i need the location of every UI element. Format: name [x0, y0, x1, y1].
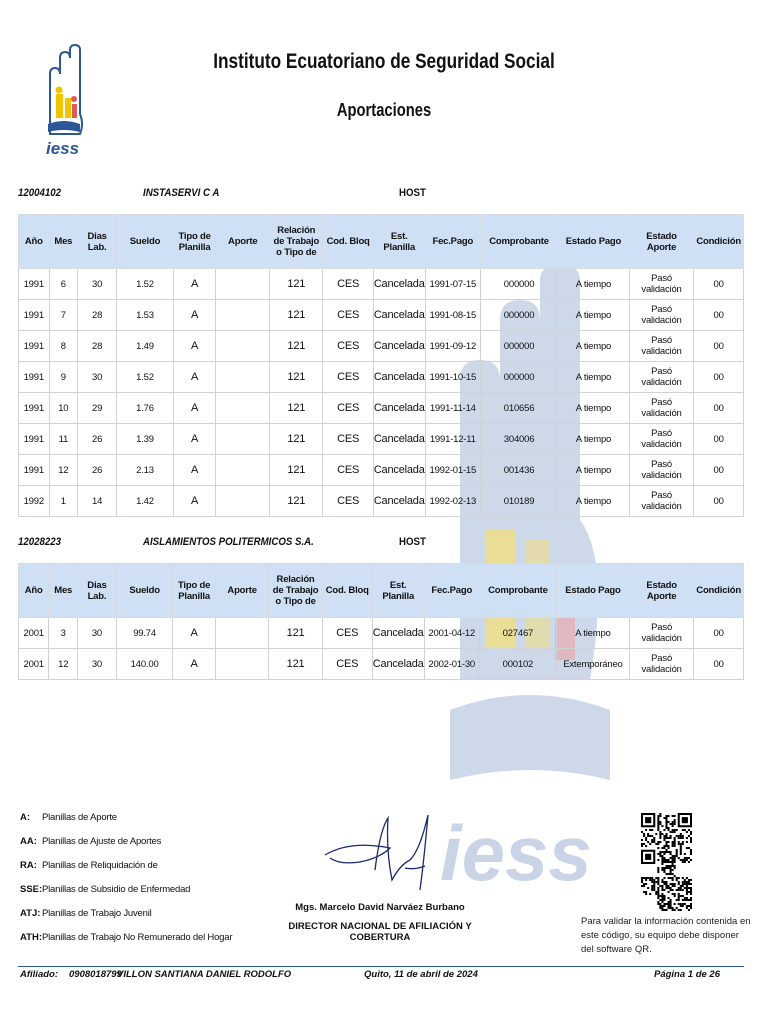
col-year-cell: 1991: [19, 269, 50, 300]
col-salary-cell: 1.42: [117, 486, 174, 517]
employer-id: 12028223: [18, 536, 62, 548]
col-salary-cell: 1.52: [117, 269, 174, 300]
col-payroll-status-cell: Cancelada: [373, 300, 425, 331]
col-payment-status-cell: A tiempo: [558, 486, 630, 517]
col-payroll-status-cell: Cancelada: [372, 649, 424, 680]
col-payroll-type-cell: A: [173, 269, 216, 300]
col-pay-date-cell: 2001-04-12: [424, 618, 479, 649]
col-days-cell: 30: [77, 649, 116, 680]
col-condition-cell: 00: [694, 269, 744, 300]
col-contribution-status-cell: Pasó validación: [629, 618, 693, 649]
col-receipt-header: Comprobante: [479, 564, 556, 618]
table-row: [19, 618, 744, 649]
col-payment-status-cell: A tiempo: [558, 300, 630, 331]
col-month-header: Mes: [49, 564, 78, 618]
col-cod-bloq-cell: CES: [323, 331, 373, 362]
col-condition-cell: 00: [694, 300, 744, 331]
col-receipt-header: Comprobante: [480, 215, 557, 269]
col-year-cell: 1991: [19, 362, 50, 393]
svg-text:iess: iess: [46, 139, 80, 158]
col-relation-cell: 121: [270, 331, 323, 362]
col-condition-header: Condición: [694, 215, 744, 269]
col-pay-date-cell: 1991-08-15: [425, 300, 480, 331]
col-pay-date-header: Fec.Pago: [425, 215, 480, 269]
page-title: Instituto Ecuatoriano de Seguridad Social: [213, 50, 555, 73]
col-receipt-cell: 027467: [479, 618, 556, 649]
col-payroll-type-cell: A: [173, 393, 216, 424]
table-row: [19, 362, 744, 393]
footer-divider: [18, 966, 744, 967]
col-pay-date-header: Fec.Pago: [424, 564, 479, 618]
col-month-cell: 6: [49, 269, 78, 300]
col-condition-cell: 00: [694, 618, 744, 649]
qr-code: [641, 813, 692, 912]
col-payment-status-header: Estado Pago: [556, 564, 629, 618]
col-payment-status-cell: A tiempo: [558, 455, 630, 486]
col-salary-cell: 1.52: [117, 362, 174, 393]
col-payment-status-cell: A tiempo: [558, 331, 630, 362]
table-row: [19, 331, 744, 362]
col-condition-cell: 00: [694, 649, 744, 680]
col-cod-bloq-cell: CES: [323, 269, 373, 300]
col-contribution-cell: [216, 331, 270, 362]
col-payment-status-cell: Extemporáneo: [556, 649, 629, 680]
table-row: [19, 649, 744, 680]
table-row: [19, 424, 744, 455]
col-month-cell: 7: [49, 300, 78, 331]
col-condition-cell: 00: [694, 393, 744, 424]
col-contribution-cell: [216, 269, 270, 300]
col-contribution-cell: [216, 362, 270, 393]
col-relation-cell: 121: [269, 649, 322, 680]
signature-image: [320, 810, 450, 905]
col-month-cell: 12: [49, 455, 78, 486]
employer-name: INSTASERVI C A: [143, 187, 220, 199]
col-payment-status-cell: A tiempo: [558, 424, 630, 455]
col-cod-bloq-cell: CES: [323, 486, 373, 517]
col-year-cell: 2001: [19, 618, 49, 649]
col-relation-cell: 121: [270, 269, 323, 300]
col-receipt-cell: 000000: [480, 362, 557, 393]
col-payroll-status-cell: Cancelada: [373, 362, 425, 393]
col-month-cell: 10: [49, 393, 78, 424]
col-contribution-status-header: Estado Aporte: [629, 215, 693, 269]
col-payment-status-cell: A tiempo: [558, 362, 630, 393]
col-pay-date-cell: 1992-02-13: [425, 486, 480, 517]
col-days-cell: 30: [78, 269, 117, 300]
col-year-header: Año: [19, 215, 50, 269]
col-days-cell: 30: [77, 618, 116, 649]
svg-text:iess: iess: [440, 809, 592, 897]
signatory-title: DIRECTOR NACIONAL DE AFILIACIÓN Y COBERTURA: [288, 921, 472, 943]
col-condition-cell: 00: [694, 331, 744, 362]
col-payroll-status-cell: Cancelada: [373, 269, 425, 300]
col-pay-date-cell: 1991-10-15: [425, 362, 480, 393]
signatory-name: Mgs. Marcelo David Narváez Burbano: [295, 902, 465, 913]
col-month-cell: 3: [49, 618, 78, 649]
col-year-cell: 1991: [19, 424, 50, 455]
col-relation-header: Relación de Trabajo o Tipo de: [269, 564, 322, 618]
col-relation-cell: 121: [269, 618, 322, 649]
col-relation-cell: 121: [270, 362, 323, 393]
col-relation-cell: 121: [270, 486, 323, 517]
col-relation-header: Relación de Trabajo o Tipo de: [270, 215, 323, 269]
col-pay-date-cell: 1991-09-12: [425, 331, 480, 362]
legend-item: ATH: Planillas de Trabajo No Remunerado del Hogar: [20, 932, 233, 943]
col-relation-cell: 121: [270, 393, 323, 424]
col-salary-cell: 1.39: [117, 424, 174, 455]
issue-place-date: Quito, 11 de abril de 2024: [364, 969, 478, 980]
col-contribution-header: Aporte: [215, 564, 269, 618]
legend-item: SSE: Planillas de Subsidio de Enfermedad: [20, 884, 191, 895]
col-pay-date-cell: 1992-01-15: [425, 455, 480, 486]
col-year-cell: 2001: [19, 649, 49, 680]
col-cod-bloq-cell: CES: [323, 455, 373, 486]
col-receipt-cell: 001436: [480, 455, 557, 486]
col-contribution-status-cell: Pasó validación: [629, 331, 693, 362]
table-row: [19, 393, 744, 424]
col-receipt-cell: 010656: [480, 393, 557, 424]
col-days-cell: 29: [78, 393, 117, 424]
col-cod-bloq-header: Cod. Bloq: [322, 564, 372, 618]
legend: [20, 812, 232, 956]
col-year-cell: 1992: [19, 486, 50, 517]
col-contribution-cell: [216, 393, 270, 424]
col-year-cell: 1991: [19, 331, 50, 362]
col-condition-cell: 00: [694, 362, 744, 393]
col-days-cell: 14: [78, 486, 117, 517]
col-year-header: Año: [19, 564, 49, 618]
contributions-table: [18, 563, 744, 680]
col-month-cell: 8: [49, 331, 78, 362]
col-condition-cell: 00: [694, 486, 744, 517]
col-salary-cell: 1.53: [117, 300, 174, 331]
page-number: Página 1 de 26: [654, 969, 721, 980]
col-cod-bloq-cell: CES: [323, 424, 373, 455]
col-payroll-type-cell: A: [173, 331, 216, 362]
col-payroll-status-cell: Cancelada: [372, 618, 424, 649]
col-days-cell: 26: [78, 455, 117, 486]
col-contribution-status-cell: Pasó validación: [629, 393, 693, 424]
legend-item: RA: Planillas de Reliquidación de: [20, 860, 158, 871]
col-payment-status-cell: A tiempo: [556, 618, 629, 649]
col-payroll-status-header: Est. Planilla: [372, 564, 424, 618]
table-row: [19, 486, 744, 517]
col-month-cell: 1: [49, 486, 78, 517]
col-contribution-status-cell: Pasó validación: [629, 362, 693, 393]
col-receipt-cell: 304006: [480, 424, 557, 455]
col-payroll-type-cell: A: [173, 424, 216, 455]
col-contribution-cell: [216, 424, 270, 455]
table-row: [19, 300, 744, 331]
col-payroll-type-cell: A: [173, 649, 216, 680]
col-salary-cell: 2.13: [117, 455, 174, 486]
col-contribution-status-cell: Pasó validación: [629, 486, 693, 517]
col-payment-status-header: Estado Pago: [558, 215, 630, 269]
col-relation-cell: 121: [270, 300, 323, 331]
col-condition-cell: 00: [694, 455, 744, 486]
col-payroll-status-cell: Cancelada: [373, 455, 425, 486]
col-pay-date-cell: 1991-11-14: [425, 393, 480, 424]
col-payroll-status-cell: Cancelada: [373, 331, 425, 362]
col-contribution-header: Aporte: [216, 215, 270, 269]
page-subtitle: Aportaciones: [336, 100, 432, 120]
col-contribution-cell: [215, 618, 269, 649]
col-cod-bloq-cell: CES: [322, 649, 372, 680]
col-cod-bloq-header: Cod. Bloq: [323, 215, 373, 269]
col-salary-cell: 1.76: [117, 393, 174, 424]
col-salary-header: Sueldo: [116, 564, 172, 618]
col-condition-header: Condición: [694, 564, 744, 618]
col-days-header: Dias Lab.: [77, 564, 116, 618]
legend-item: AA: Planillas de Ajuste de Aportes: [20, 836, 162, 847]
col-year-cell: 1991: [19, 300, 50, 331]
col-salary-cell: 1.49: [117, 331, 174, 362]
table-header-row: [19, 564, 744, 618]
col-payment-status-cell: A tiempo: [558, 393, 630, 424]
col-payroll-status-cell: Cancelada: [373, 424, 425, 455]
employer-id: 12004102: [18, 187, 62, 199]
col-contribution-status-header: Estado Aporte: [629, 564, 693, 618]
col-contribution-status-cell: Pasó validación: [629, 455, 693, 486]
col-payroll-status-cell: Cancelada: [373, 393, 425, 424]
col-contribution-status-cell: Pasó validación: [629, 269, 693, 300]
employer-system: HOST: [399, 187, 426, 199]
col-receipt-cell: 000000: [480, 331, 557, 362]
col-relation-cell: 121: [270, 424, 323, 455]
col-salary-cell: 99.74: [116, 618, 172, 649]
col-receipt-cell: 000000: [480, 300, 557, 331]
col-days-header: Dias Lab.: [78, 215, 117, 269]
col-month-cell: 9: [49, 362, 78, 393]
col-contribution-status-cell: Pasó validación: [629, 300, 693, 331]
affiliate-name: VILLON SANTIANA DANIEL RODOLFO: [117, 969, 292, 980]
col-days-cell: 28: [78, 331, 117, 362]
col-condition-cell: 00: [694, 424, 744, 455]
employer-system: HOST: [399, 536, 426, 548]
col-contribution-cell: [215, 649, 269, 680]
col-contribution-status-cell: Pasó validación: [629, 649, 693, 680]
col-days-cell: 26: [78, 424, 117, 455]
table-row: [19, 455, 744, 486]
col-month-cell: 12: [49, 649, 78, 680]
col-contribution-status-cell: Pasó validación: [629, 424, 693, 455]
col-receipt-cell: 000102: [479, 649, 556, 680]
col-year-cell: 1991: [19, 455, 50, 486]
contributions-table: [18, 214, 744, 517]
col-pay-date-cell: 1991-07-15: [425, 269, 480, 300]
col-pay-date-cell: 1991-12-11: [425, 424, 480, 455]
col-payroll-type-cell: A: [173, 362, 216, 393]
col-relation-cell: 121: [270, 455, 323, 486]
col-receipt-cell: 010189: [480, 486, 557, 517]
col-payroll-status-cell: Cancelada: [373, 486, 425, 517]
col-cod-bloq-cell: CES: [323, 393, 373, 424]
col-payroll-status-header: Est. Planilla: [373, 215, 425, 269]
col-month-header: Mes: [49, 215, 78, 269]
col-payroll-type-header: Tipo de Planilla: [173, 215, 216, 269]
col-payroll-type-cell: A: [173, 300, 216, 331]
col-payroll-type-cell: A: [173, 455, 216, 486]
legend-item: A: Planillas de Aporte: [20, 812, 117, 823]
col-pay-date-cell: 2002-01-30: [424, 649, 479, 680]
col-month-cell: 11: [49, 424, 78, 455]
col-salary-header: Sueldo: [117, 215, 174, 269]
col-cod-bloq-cell: CES: [323, 362, 373, 393]
col-cod-bloq-cell: CES: [322, 618, 372, 649]
col-payroll-type-header: Tipo de Planilla: [173, 564, 216, 618]
col-year-cell: 1991: [19, 393, 50, 424]
col-days-cell: 28: [78, 300, 117, 331]
employer-name: AISLAMIENTOS POLITERMICOS S.A.: [143, 536, 314, 548]
legend-item: ATJ: Planillas de Trabajo Juvenil: [20, 908, 152, 919]
col-contribution-cell: [216, 455, 270, 486]
table-row: [19, 269, 744, 300]
affiliate-label: Afiliado:: [20, 969, 58, 980]
table-header-row: [19, 215, 744, 269]
col-contribution-cell: [216, 486, 270, 517]
col-days-cell: 30: [78, 362, 117, 393]
col-payment-status-cell: A tiempo: [558, 269, 630, 300]
col-payroll-type-cell: A: [173, 486, 216, 517]
col-receipt-cell: 000000: [480, 269, 557, 300]
col-contribution-cell: [216, 300, 270, 331]
col-salary-cell: 140.00: [116, 649, 172, 680]
col-cod-bloq-cell: CES: [323, 300, 373, 331]
affiliate-cedula: 0908018799: [69, 969, 122, 980]
col-payroll-type-cell: A: [173, 618, 216, 649]
qr-note: Para validar la información contenida en este código, su equipo debe disponer del software QR.: [581, 916, 751, 955]
